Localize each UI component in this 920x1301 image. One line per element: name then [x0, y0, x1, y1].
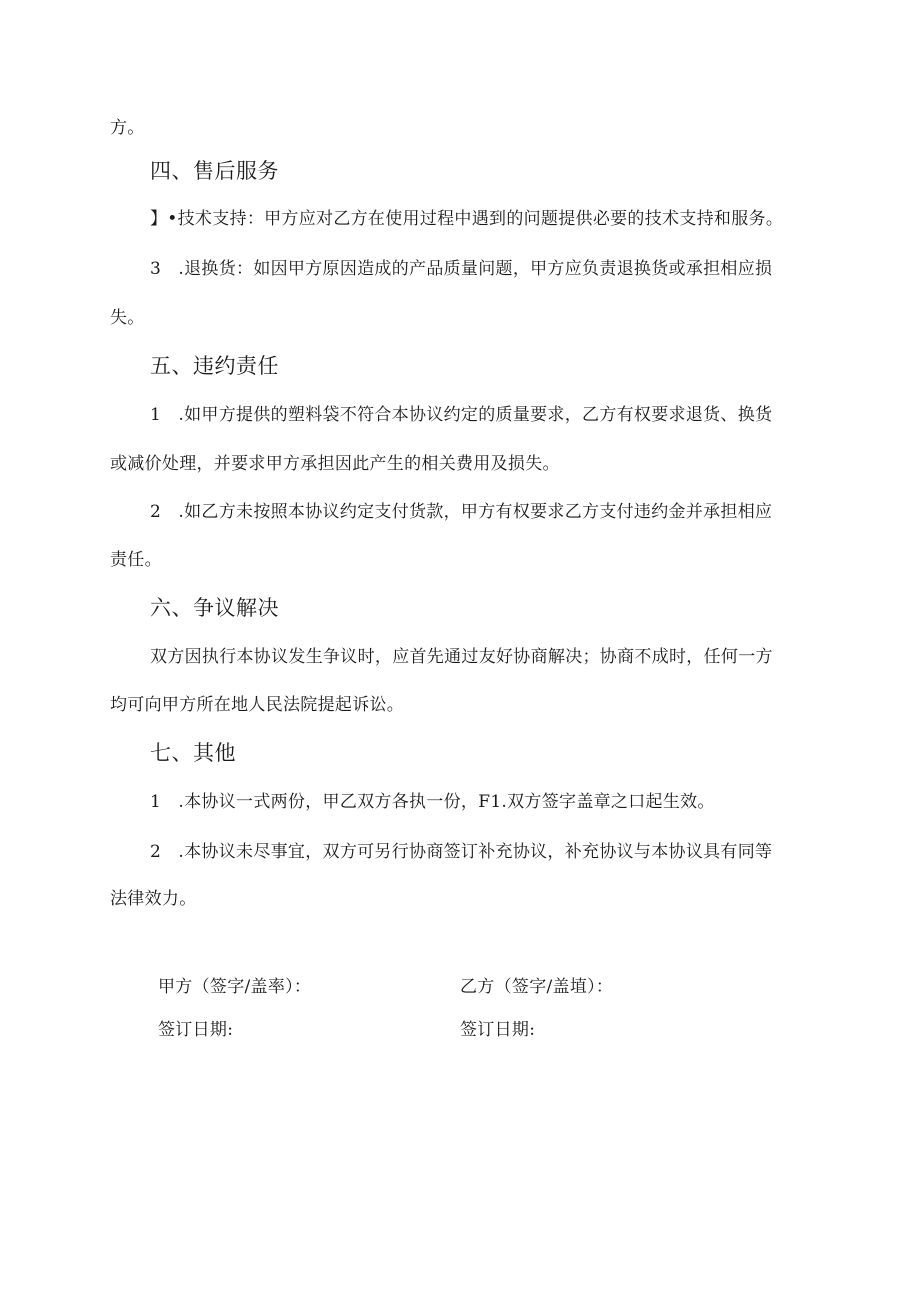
paragraph-line: 失。	[110, 308, 145, 328]
paragraph-line: 2 .如乙方未按照本协议约定支付货款，甲方有权要求乙方支付违约金并承担相应	[150, 502, 773, 522]
paragraph-line: 2 .本协议未尽事宜，双方可另行协商签订补充协议，补充协议与本协议具有同等	[150, 842, 773, 862]
paragraph-line: 双方因执行本协议发生争议时，应首先通过友好协商解决；协商不成时，任何一方	[150, 647, 773, 667]
paragraph-line: 3 .退换货：如因甲方原因造成的产品质量问题，甲方应负责退换货或承担相应损	[150, 259, 773, 279]
paragraph-line: 1 .本协议一式两份，甲乙双方各执一份，F1.双方签字盖章之口起生效。	[150, 792, 715, 812]
paragraph-line: 均可向甲方所在地人民法院提起诉讼。	[110, 695, 405, 715]
party-a-date-label: 签订日期:	[158, 1020, 234, 1040]
section-heading-after-sales: 四、售后服务	[150, 159, 279, 183]
party-a-signature-label: 甲方（签字/盖率）：	[158, 977, 312, 997]
section-heading-other: 七、其他	[150, 741, 236, 765]
continuation-text: 方。	[110, 118, 145, 138]
party-b-date-label: 签订日期:	[460, 1020, 536, 1040]
section-heading-liability: 五、违约责任	[150, 354, 279, 378]
section-heading-dispute: 六、争议解决	[150, 596, 279, 620]
paragraph-line: 法律效力。	[110, 889, 197, 909]
paragraph-line: 责任。	[110, 550, 162, 570]
party-b-signature-label: 乙方（签字/盖埴）：	[460, 977, 614, 997]
paragraph-line: 或减价处理，并要求甲方承担因此产生的相关费用及损失。	[110, 454, 560, 474]
paragraph-line: 】•技术支持：甲方应对乙方在使用过程中遇到的问题提供必要的技术支持和服务。	[150, 209, 784, 229]
paragraph-line: 1 .如甲方提供的塑料袋不符合本协议约定的质量要求，乙方有权要求退货、换货	[150, 405, 773, 425]
